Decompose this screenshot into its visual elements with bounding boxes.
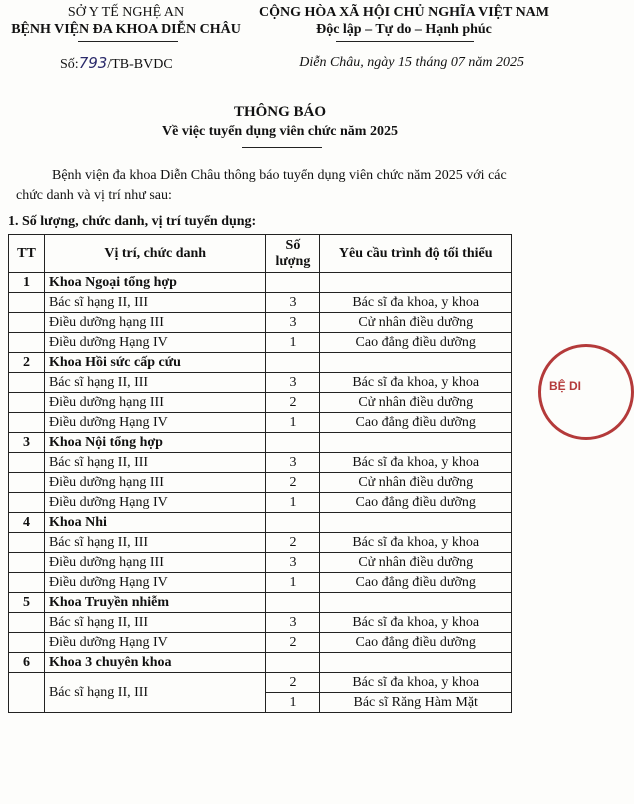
cell-empty: [266, 513, 320, 533]
quantity-cell: 1: [266, 333, 320, 353]
intro-paragraph: Bệnh viện đa khoa Diễn Châu thông báo tuyển dụng viên chức năm 2025 với các chức danh và vị trí như sau:: [16, 168, 507, 203]
agency-name: SỞ Y TẾ NGHỆ AN: [67, 5, 185, 20]
cell-empty: [320, 353, 512, 373]
official-stamp: [538, 344, 634, 440]
table-row: [9, 613, 512, 633]
department-row: [9, 653, 512, 673]
requirement-cell: Cao đẳng điều dưỡng: [320, 413, 512, 433]
cell-empty: [9, 613, 45, 633]
national-motto: Độc lập – Tự do – Hạnh phúc: [316, 22, 492, 37]
place-date: Diễn Châu, ngày 15 tháng 07 năm 2025: [299, 55, 524, 70]
row-number: 2: [9, 353, 45, 373]
cell-empty: [266, 593, 320, 613]
document-title: THÔNG BÁO: [233, 104, 327, 120]
position-cell: Bác sĩ hạng II, III: [44, 453, 265, 473]
department-name: Khoa 3 chuyên khoa: [44, 653, 265, 673]
department-name: Khoa Hồi sức cấp cứu: [44, 353, 265, 373]
quantity-cell: 2: [266, 673, 320, 693]
cell-empty: [9, 553, 45, 573]
table-row: [9, 533, 512, 553]
position-cell: Điều dưỡng Hạng IV: [44, 633, 265, 653]
position-cell: Điều dưỡng Hạng IV: [44, 573, 265, 593]
cell-empty: [9, 453, 45, 473]
position-cell: Điều dưỡng Hạng IV: [44, 413, 265, 433]
quantity-cell: 3: [266, 293, 320, 313]
requirement-cell: Cao đẳng điều dưỡng: [320, 573, 512, 593]
cell-empty: [9, 473, 45, 493]
position-cell: Bác sĩ hạng II, III: [44, 293, 265, 313]
quantity-cell: 2: [266, 473, 320, 493]
row-number: 5: [9, 593, 45, 613]
cell-empty: [9, 633, 45, 653]
table-header-row: [9, 235, 512, 273]
requirement-cell: Cử nhân điều dưỡng: [320, 473, 512, 493]
subtitle-underline: [242, 147, 322, 148]
doc-number-prefix: Số:: [60, 57, 79, 72]
position-cell: Bác sĩ hạng II, III: [44, 533, 265, 553]
table-row: [9, 333, 512, 353]
section-heading: 1. Số lượng, chức danh, vị trí tuyển dụng:: [8, 214, 257, 229]
requirement-cell: Cử nhân điều dưỡng: [320, 553, 512, 573]
department-name: Khoa Ngoại tổng hợp: [44, 273, 265, 293]
requirement-cell: Bác sĩ Răng Hàm Mặt: [320, 693, 512, 713]
quantity-cell: 3: [266, 453, 320, 473]
position-cell: Điều dưỡng Hạng IV: [44, 333, 265, 353]
cell-empty: [320, 513, 512, 533]
requirement-cell: Cao đẳng điều dưỡng: [320, 493, 512, 513]
document-number: [60, 54, 173, 73]
document-subtitle: Về việc tuyển dụng viên chức năm 2025: [162, 124, 398, 139]
cell-empty: [266, 273, 320, 293]
quantity-cell: 1: [266, 693, 320, 713]
doc-number-handwritten: 793: [78, 54, 108, 72]
department-row: [9, 433, 512, 453]
cell-empty: [9, 373, 45, 393]
requirement-cell: Bác sĩ đa khoa, y khoa: [320, 613, 512, 633]
table-row: [9, 553, 512, 573]
table-row: [9, 493, 512, 513]
row-number: 3: [9, 433, 45, 453]
quantity-cell: 3: [266, 373, 320, 393]
cell-empty: [9, 533, 45, 553]
position-cell: Bác sĩ hạng II, III: [44, 673, 265, 713]
quantity-cell: 3: [266, 613, 320, 633]
issuer-underline: [78, 41, 178, 42]
motto-underline: [336, 41, 474, 42]
department-row: [9, 273, 512, 293]
position-cell: Bác sĩ hạng II, III: [44, 613, 265, 633]
header-qty: Số lượng: [266, 235, 320, 273]
country-name: CỘNG HÒA XÃ HỘI CHỦ NGHĨA VIỆT NAM: [258, 5, 549, 20]
header-tt: TT: [9, 235, 45, 273]
table-row: [9, 453, 512, 473]
quantity-cell: 3: [266, 553, 320, 573]
quantity-cell: 2: [266, 533, 320, 553]
table-row: [9, 573, 512, 593]
requirement-cell: Bác sĩ đa khoa, y khoa: [320, 533, 512, 553]
cell-empty: [320, 653, 512, 673]
cell-empty: [9, 493, 45, 513]
hospital-name: BỆNH VIỆN ĐA KHOA DIỄN CHÂU: [11, 22, 241, 37]
issuer-block: [0, 4, 252, 38]
requirement-cell: Bác sĩ đa khoa, y khoa: [320, 373, 512, 393]
cell-empty: [9, 393, 45, 413]
department-row: [9, 353, 512, 373]
row-number: 6: [9, 653, 45, 673]
department-row: [9, 593, 512, 613]
position-cell: Bác sĩ hạng II, III: [44, 373, 265, 393]
table-row: [9, 413, 512, 433]
table-row: [9, 293, 512, 313]
requirement-cell: Bác sĩ đa khoa, y khoa: [320, 673, 512, 693]
requirement-cell: Cử nhân điều dưỡng: [320, 313, 512, 333]
position-cell: Điều dưỡng hạng III: [44, 473, 265, 493]
department-row: [9, 513, 512, 533]
quantity-cell: 3: [266, 313, 320, 333]
cell-empty: [266, 433, 320, 453]
header-position: Vị trí, chức danh: [44, 235, 265, 273]
quantity-cell: 1: [266, 493, 320, 513]
recruitment-table: [8, 234, 512, 713]
cell-empty: [320, 273, 512, 293]
cell-empty: [9, 673, 45, 713]
requirement-cell: Cao đẳng điều dưỡng: [320, 633, 512, 653]
quantity-cell: 1: [266, 573, 320, 593]
table-row: [9, 633, 512, 653]
cell-empty: [9, 333, 45, 353]
cell-empty: [9, 413, 45, 433]
table-row: [9, 313, 512, 333]
department-name: Khoa Nhi: [44, 513, 265, 533]
header-requirement: Yêu cầu trình độ tối thiểu: [320, 235, 512, 273]
position-cell: Điều dưỡng Hạng IV: [44, 493, 265, 513]
cell-empty: [266, 653, 320, 673]
position-cell: Điều dưỡng hạng III: [44, 393, 265, 413]
department-name: Khoa Nội tổng hợp: [44, 433, 265, 453]
table-row: [9, 373, 512, 393]
cell-empty: [9, 573, 45, 593]
row-number: 1: [9, 273, 45, 293]
table-row: [9, 393, 512, 413]
requirement-cell: Bác sĩ đa khoa, y khoa: [320, 293, 512, 313]
cell-empty: [320, 593, 512, 613]
cell-empty: [9, 293, 45, 313]
stamp-text: BỆ DI: [549, 379, 582, 393]
cell-empty: [320, 433, 512, 453]
table-row: [9, 473, 512, 493]
requirement-cell: Cử nhân điều dưỡng: [320, 393, 512, 413]
cell-empty: [266, 353, 320, 373]
department-name: Khoa Truyền nhiễm: [44, 593, 265, 613]
cell-empty: [9, 313, 45, 333]
doc-number-suffix: /TB-BVDC: [107, 57, 173, 72]
requirement-cell: Cao đẳng điều dưỡng: [320, 333, 512, 353]
position-cell: Điều dưỡng hạng III: [44, 313, 265, 333]
quantity-cell: 2: [266, 633, 320, 653]
row-number: 4: [9, 513, 45, 533]
national-heading: [248, 4, 560, 38]
quantity-cell: 1: [266, 413, 320, 433]
requirement-cell: Bác sĩ đa khoa, y khoa: [320, 453, 512, 473]
quantity-cell: 2: [266, 393, 320, 413]
position-cell: Điều dưỡng hạng III: [44, 553, 265, 573]
table-row: [9, 673, 512, 693]
